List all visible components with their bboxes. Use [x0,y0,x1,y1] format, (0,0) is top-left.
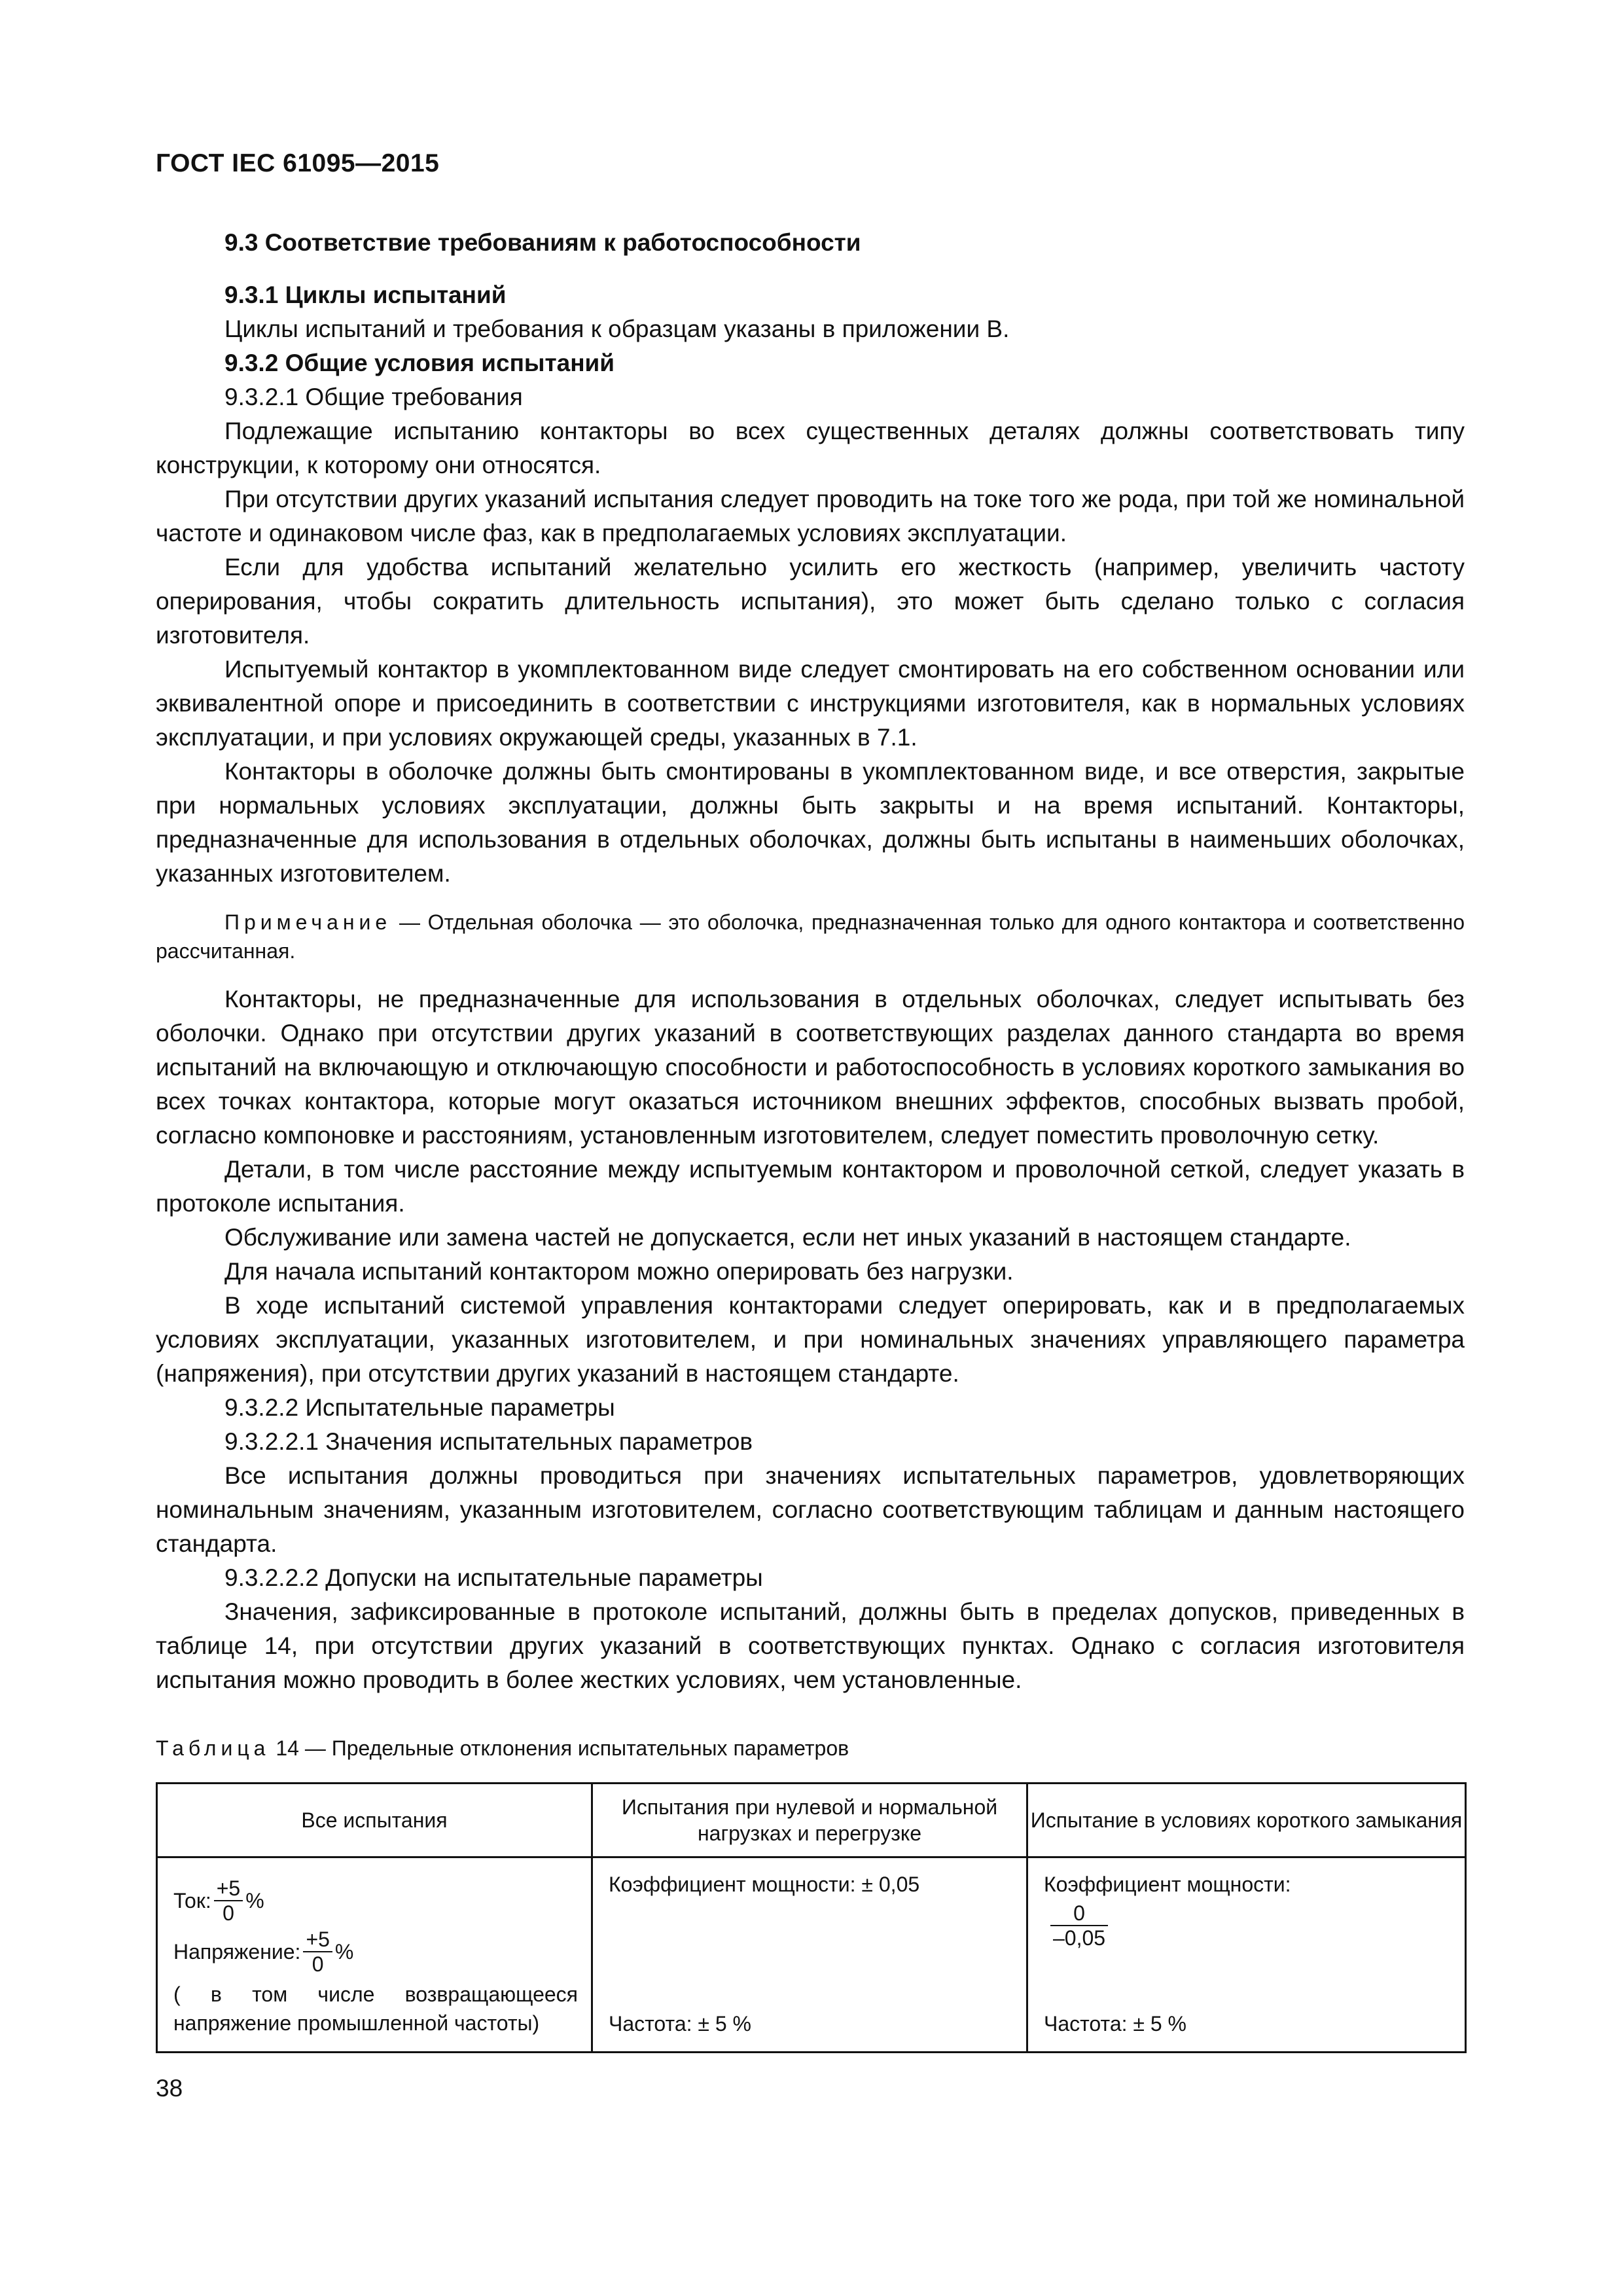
paragraph: Контакторы в оболочке должны быть смонтированы в укомплектованном виде, и все отверстия, закрытые при нормальных условиях эксплуатации, должны быть закрыты и на время испытаний. Контакторы, предназначенные для использования в отдельных оболочках, должны быть испытаны в наименьших оболочках, указанных изготовителем. [156,758,1465,887]
table-caption [156,1734,1465,1763]
note-label: Примечание [224,910,392,934]
power-factor-label: Коэффициент мощности: [1044,1873,1291,1896]
table-caption-label: Таблица [156,1736,270,1760]
fraction: $\frac{+5}{0}$ [214,1876,243,1925]
frequency: Частота: ± 5 % [609,2012,751,2036]
table-header-cell: Все испытания [157,1784,592,1857]
section-9-3-1-title: 9.3.1 Циклы испытаний [224,281,507,308]
paragraph: Испытуемый контактор в укомплектованном виде следует смонтировать на его собственном основании или эквивалентной опоре и присоединить в соответствии с инструкциями изготовителя, как в нормальных условиях эксплуатации, и при условиях окружающей среды, указанных в 7.1. [156,656,1465,751]
table-caption-text: 14 — Предельные отклонения испытательных параметров [270,1736,849,1760]
page-header: ГОСТ IEC 61095—2015 [156,149,440,177]
section-9-3-1-text: Циклы испытаний и требования к образцам указаны в приложении В. [224,315,1010,342]
paragraph: Если для удобства испытаний желательно усилить его жесткость (например, увеличить частоту оперирования, чтобы сократить длительность испытания), это может быть сделано только с согласия изготовителя. [156,554,1465,649]
table-cell-load-tests [592,1857,1027,2053]
frequency: Частота: ± 5 % [1044,2012,1186,2036]
section-9-3-2-2-1-title: 9.3.2.2.1 Значения испытательных параметров [224,1428,753,1455]
paragraph: При отсутствии других указаний испытания следует проводить на токе того же рода, при той же номинальной частоте и одинаковом числе фаз, как в предполагаемых условиях эксплуатации. [156,486,1465,547]
page-content [156,226,1465,2053]
current-tolerance: Ток: $\frac{+5}{0}$ % [173,1876,264,1925]
paragraph: Для начала испытаний контактором можно оперировать без нагрузки. [224,1258,1014,1285]
power-factor: Коэффициент мощности: ± 0,05 [609,1873,920,1896]
note [156,908,1465,965]
paragraph: Контакторы, не предназначенные для использования в отдельных оболочках, следует испытывать без оболочки. Однако при отсутствии других указаний в соответствующих разделах данного стандарта во время испытаний на включающую и отключающую способности и работоспособность в условиях короткого замыкания во всех точках контактора, которые могут оказаться источником внешних эффектов, способных вызвать пробой, согласно компоновке и расстояниям, установленным изготовителем, следует поместить проволочную сетку. [156,986,1465,1149]
table-row [157,1857,1466,2053]
fraction: $\frac{+5}{0}$ [303,1928,332,1976]
table-cell-short-circuit [1027,1857,1466,2053]
paragraph: Обслуживание или замена частей не допускается, если нет иных указаний в настоящем стандарте. [224,1224,1351,1251]
note-text: — Отдельная оболочка — это оболочка, предназначенная только для одного контактора и соответственно рассчитанная. [156,910,1465,963]
fraction: $\frac{0}{-0,05}$ [1050,1901,1108,1950]
section-9-3-2-2-title: 9.3.2.2 Испытательные параметры [224,1394,615,1421]
section-9-3-title: 9.3 Соответствие требованиям к работоспособности [224,229,861,256]
table-header-cell: Испытания при нулевой и нормальной нагрузках и перегрузке [592,1784,1027,1857]
paragraph: Значения, зафиксированные в протоколе испытаний, должны быть в пределах допусков, приведенных в таблице 14, при отсутствии других указаний в соответствующих пунктах. Однако с согласия изготовителя испытания можно проводить в более жестких условиях, чем установленные. [156,1598,1465,1693]
section-9-3-2-1-title: 9.3.2.1 Общие требования [224,384,523,410]
section-9-3-2-title: 9.3.2 Общие условия испытаний [224,350,615,376]
table-header-row [157,1784,1466,1857]
page-number: 38 [156,2075,183,2102]
paragraph: Детали, в том числе расстояние между испытуемым контактором и проволочной сеткой, следует указать в протоколе испытания. [156,1156,1465,1217]
paragraph: Подлежащие испытанию контакторы во всех существенных деталях должны соответствовать типу конструкции, к которому они относятся. [156,418,1465,478]
paragraph: В ходе испытаний системой управления контакторами следует оперировать, как и в предполагаемых условиях эксплуатации, указанных изготовителем, и при номинальных значениях управляющего параметра (напряжения), при отсутствии других указаний в настоящем стандарте. [156,1292,1465,1387]
paragraph: Все испытания должны проводиться при значениях испытательных параметров, удовлетворяющих номинальным значениям, указанным изготовителем, согласно соответствующим таблицам и данным настоящего стандарта. [156,1462,1465,1557]
table-cell-all-tests [157,1857,592,2053]
tolerance-table [156,1782,1467,2053]
voltage-note: ( в том числе возвращающееся напряжение промышленной частоты) [173,1982,578,2035]
voltage-tolerance: Напряжение: $\frac{+5}{0}$ % [173,1928,354,1976]
table-header-cell: Испытание в условиях короткого замыкания [1027,1784,1466,1857]
section-9-3-2-2-2-title: 9.3.2.2.2 Допуски на испытательные параметры [224,1564,763,1591]
